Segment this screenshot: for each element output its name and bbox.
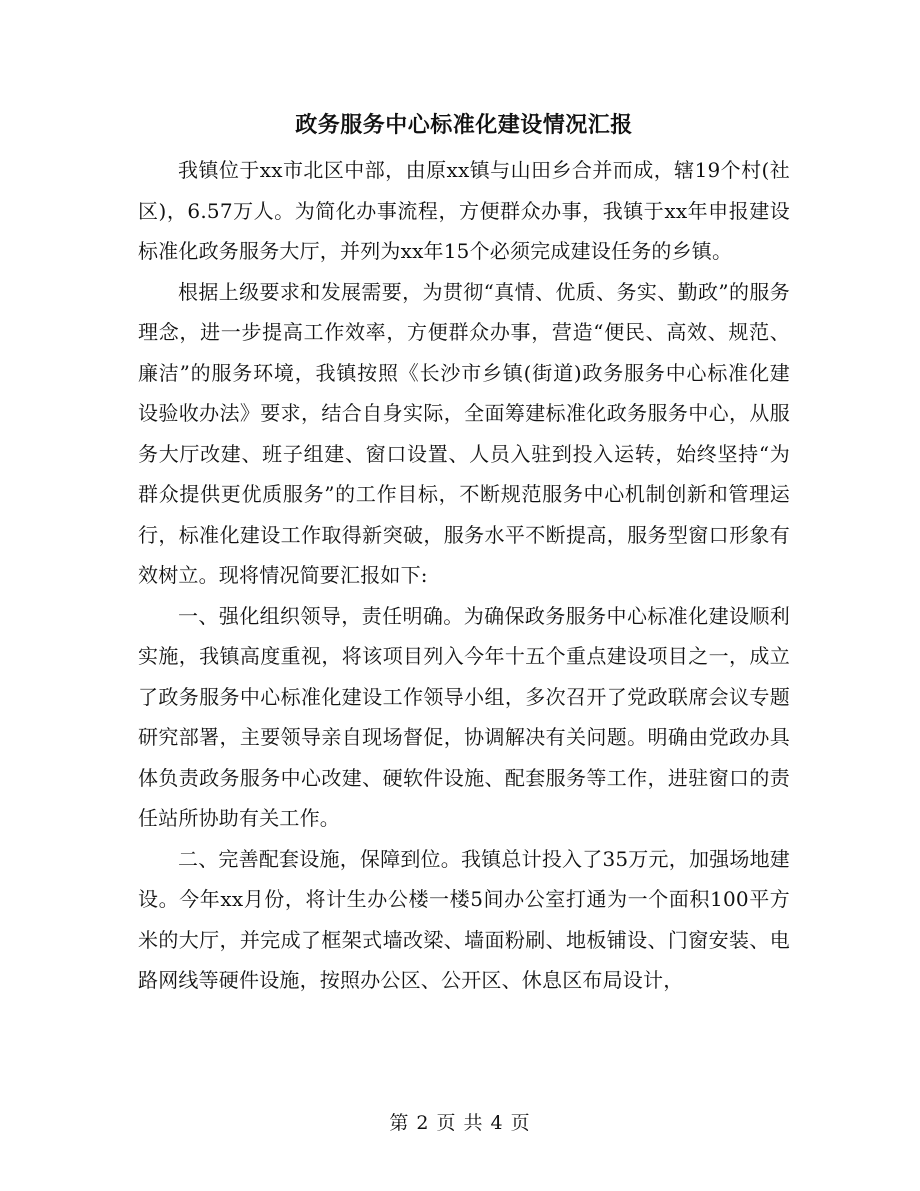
document-body <box>138 150 790 1001</box>
paragraph-background: 根据上级要求和发展需要，为贯彻“真情、优质、务实、勤政”的服务理念，进一步提高工作效率，方便群众办事，营造“便民、高效、规范、廉洁”的服务环境，我镇按照《长沙市乡镇(街道)政务服务中心标准化建设验收办法》要求，结合自身实际，全面筹建标准化政务服务中心，从服务大厅改建、班子组建、窗口设置、人员入驻到投入运转，始终坚持“为群众提供更优质服务”的工作目标，不断规范服务中心机制创新和管理运行，标准化建设工作取得新突破，服务水平不断提高，服务型窗口形象有效树立。现将情况简要汇报如下: <box>138 279 790 587</box>
document-title: 政务服务中心标准化建设情况汇报 <box>295 113 633 138</box>
page-number-footer: 第 2 页 共 4 页 <box>389 1112 531 1134</box>
paragraph-leadership: 一、强化组织领导，责任明确。为确保政务服务中心标准化建设顺利实施，我镇高度重视，将该项目列入今年十五个重点建设项目之一，成立了政务服务中心标准化建设工作领导小组，多次召开了党政联席会议专题研究部署，主要领导亲自现场督促，协调解决有关问题。明确由党政办具体负责政务服务中心改建、硬软件设施、配套服务等工作，进驻窗口的责任站所协助有关工作。 <box>138 603 790 830</box>
paragraph-intro: 我镇位于xx市北区中部，由原xx镇与山田乡合并而成，辖19个村(社区)，6.57万人。为简化办事流程，方便群众办事，我镇于xx年申报建设标准化政务服务大厅，并列为xx年15个必须完成建设任务的乡镇。 <box>138 158 790 263</box>
paragraph-facilities: 二、完善配套设施，保障到位。我镇总计投入了35万元，加强场地建设。今年xx月份，将计生办公楼一楼5间办公室打通为一个面积100平方米的大厅，并完成了框架式墙改梁、墙面粉刷、地板铺设、门窗安装、电路网线等硬件设施，按照办公区、公开区、休息区布局设计， <box>138 846 790 992</box>
